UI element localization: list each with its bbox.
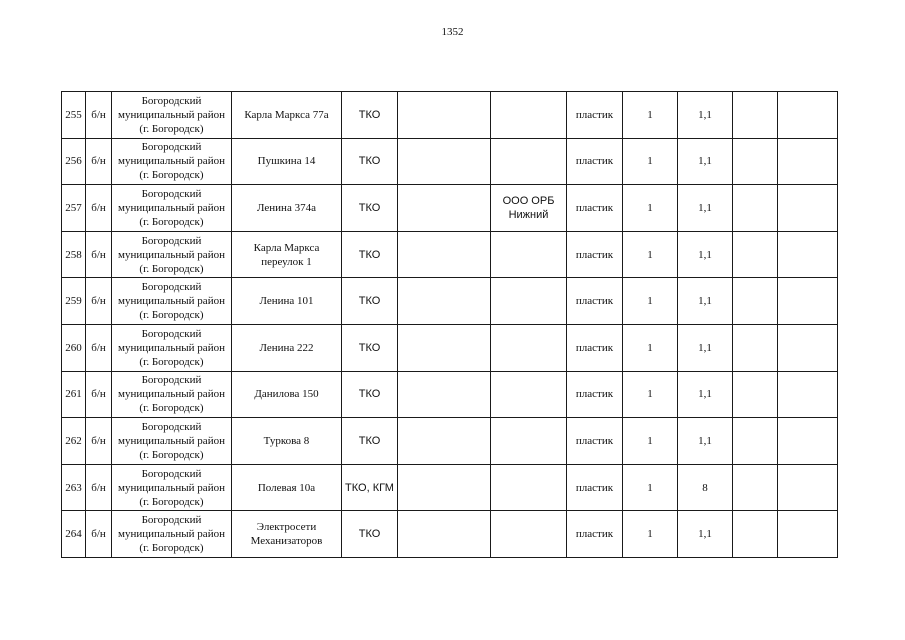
table-row [62,278,838,325]
waste-type-cell: ТКО [342,511,398,558]
volume-cell: 1,1 [678,92,733,139]
row-number-cell: 259 [62,278,86,325]
volume-cell: 1,1 [678,231,733,278]
container-count-cell: 1 [623,278,678,325]
container-count-cell: 1 [623,464,678,511]
district-cell: Богородский муниципальный район (г. Богородск) [112,185,232,232]
address-cell: Карла Маркса 77а [232,92,342,139]
empty-cell [398,278,491,325]
organization-cell [491,231,567,278]
address-cell: Ленина 101 [232,278,342,325]
waste-type-cell: ТКО, КГМ [342,464,398,511]
bn-cell: б/н [86,92,112,139]
empty-cell [778,371,838,418]
material-cell: пластик [567,231,623,278]
empty-cell [778,138,838,185]
volume-cell: 1,1 [678,185,733,232]
container-count-cell: 1 [623,511,678,558]
waste-type-cell: ТКО [342,278,398,325]
address-cell: Пушкина 14 [232,138,342,185]
district-cell: Богородский муниципальный район (г. Богородск) [112,231,232,278]
empty-cell [733,324,778,371]
address-cell: Туркова 8 [232,418,342,465]
district-cell: Богородский муниципальный район (г. Богородск) [112,418,232,465]
empty-cell [778,464,838,511]
row-number-cell: 261 [62,371,86,418]
empty-cell [733,418,778,465]
waste-type-cell: ТКО [342,185,398,232]
bn-cell: б/н [86,278,112,325]
material-cell: пластик [567,92,623,139]
organization-cell [491,464,567,511]
waste-type-cell: ТКО [342,138,398,185]
waste-type-cell: ТКО [342,371,398,418]
volume-cell: 8 [678,464,733,511]
material-cell: пластик [567,138,623,185]
empty-cell [398,185,491,232]
volume-cell: 1,1 [678,418,733,465]
district-cell: Богородский муниципальный район (г. Богородск) [112,278,232,325]
empty-cell [398,324,491,371]
material-cell: пластик [567,324,623,371]
district-cell: Богородский муниципальный район (г. Богородск) [112,511,232,558]
table-row [62,371,838,418]
empty-cell [733,371,778,418]
address-cell: Электросети Механизаторов [232,511,342,558]
address-cell: Карла Маркса переулок 1 [232,231,342,278]
empty-cell [733,92,778,139]
address-cell: Ленина 374а [232,185,342,232]
table-row [62,464,838,511]
row-number-cell: 256 [62,138,86,185]
table-row [62,92,838,139]
table-row [62,511,838,558]
row-number-cell: 264 [62,511,86,558]
row-number-cell: 258 [62,231,86,278]
table-row [62,138,838,185]
organization-cell [491,511,567,558]
table-row [62,418,838,465]
material-cell: пластик [567,185,623,232]
waste-type-cell: ТКО [342,92,398,139]
container-count-cell: 1 [623,92,678,139]
container-count-cell: 1 [623,138,678,185]
address-cell: Ленина 222 [232,324,342,371]
waste-type-cell: ТКО [342,418,398,465]
address-cell: Полевая 10а [232,464,342,511]
waste-site-registry-table [61,91,838,558]
table-row [62,324,838,371]
row-number-cell: 263 [62,464,86,511]
organization-cell: ООО ОРБ Нижний [491,185,567,232]
empty-cell [733,231,778,278]
empty-cell [398,371,491,418]
row-number-cell: 257 [62,185,86,232]
empty-cell [778,92,838,139]
material-cell: пластик [567,371,623,418]
container-count-cell: 1 [623,231,678,278]
container-count-cell: 1 [623,371,678,418]
container-count-cell: 1 [623,185,678,232]
empty-cell [778,185,838,232]
empty-cell [398,511,491,558]
row-number-cell: 262 [62,418,86,465]
empty-cell [778,511,838,558]
empty-cell [398,92,491,139]
material-cell: пластик [567,278,623,325]
empty-cell [398,138,491,185]
organization-cell [491,418,567,465]
bn-cell: б/н [86,464,112,511]
bn-cell: б/н [86,371,112,418]
waste-type-cell: ТКО [342,231,398,278]
volume-cell: 1,1 [678,371,733,418]
empty-cell [778,278,838,325]
volume-cell: 1,1 [678,138,733,185]
empty-cell [398,464,491,511]
container-count-cell: 1 [623,324,678,371]
bn-cell: б/н [86,138,112,185]
bn-cell: б/н [86,185,112,232]
empty-cell [778,418,838,465]
table-row [62,185,838,232]
material-cell: пластик [567,464,623,511]
bn-cell: б/н [86,511,112,558]
empty-cell [778,231,838,278]
empty-cell [733,138,778,185]
bn-cell: б/н [86,324,112,371]
organization-cell [491,92,567,139]
organization-cell [491,278,567,325]
row-number-cell: 255 [62,92,86,139]
district-cell: Богородский муниципальный район (г. Богородск) [112,92,232,139]
table-body [62,92,838,558]
bn-cell: б/н [86,231,112,278]
waste-type-cell: ТКО [342,324,398,371]
page-number: 1352 [441,26,464,38]
organization-cell [491,138,567,185]
volume-cell: 1,1 [678,324,733,371]
address-cell: Данилова 150 [232,371,342,418]
organization-cell [491,371,567,418]
container-count-cell: 1 [623,418,678,465]
row-number-cell: 260 [62,324,86,371]
empty-cell [733,185,778,232]
empty-cell [778,324,838,371]
volume-cell: 1,1 [678,511,733,558]
material-cell: пластик [567,418,623,465]
district-cell: Богородский муниципальный район (г. Богородск) [112,371,232,418]
empty-cell [733,464,778,511]
empty-cell [398,231,491,278]
organization-cell [491,324,567,371]
empty-cell [733,278,778,325]
material-cell: пластик [567,511,623,558]
volume-cell: 1,1 [678,278,733,325]
district-cell: Богородский муниципальный район (г. Богородск) [112,464,232,511]
table-row [62,231,838,278]
bn-cell: б/н [86,418,112,465]
empty-cell [733,511,778,558]
empty-cell [398,418,491,465]
district-cell: Богородский муниципальный район (г. Богородск) [112,324,232,371]
district-cell: Богородский муниципальный район (г. Богородск) [112,138,232,185]
